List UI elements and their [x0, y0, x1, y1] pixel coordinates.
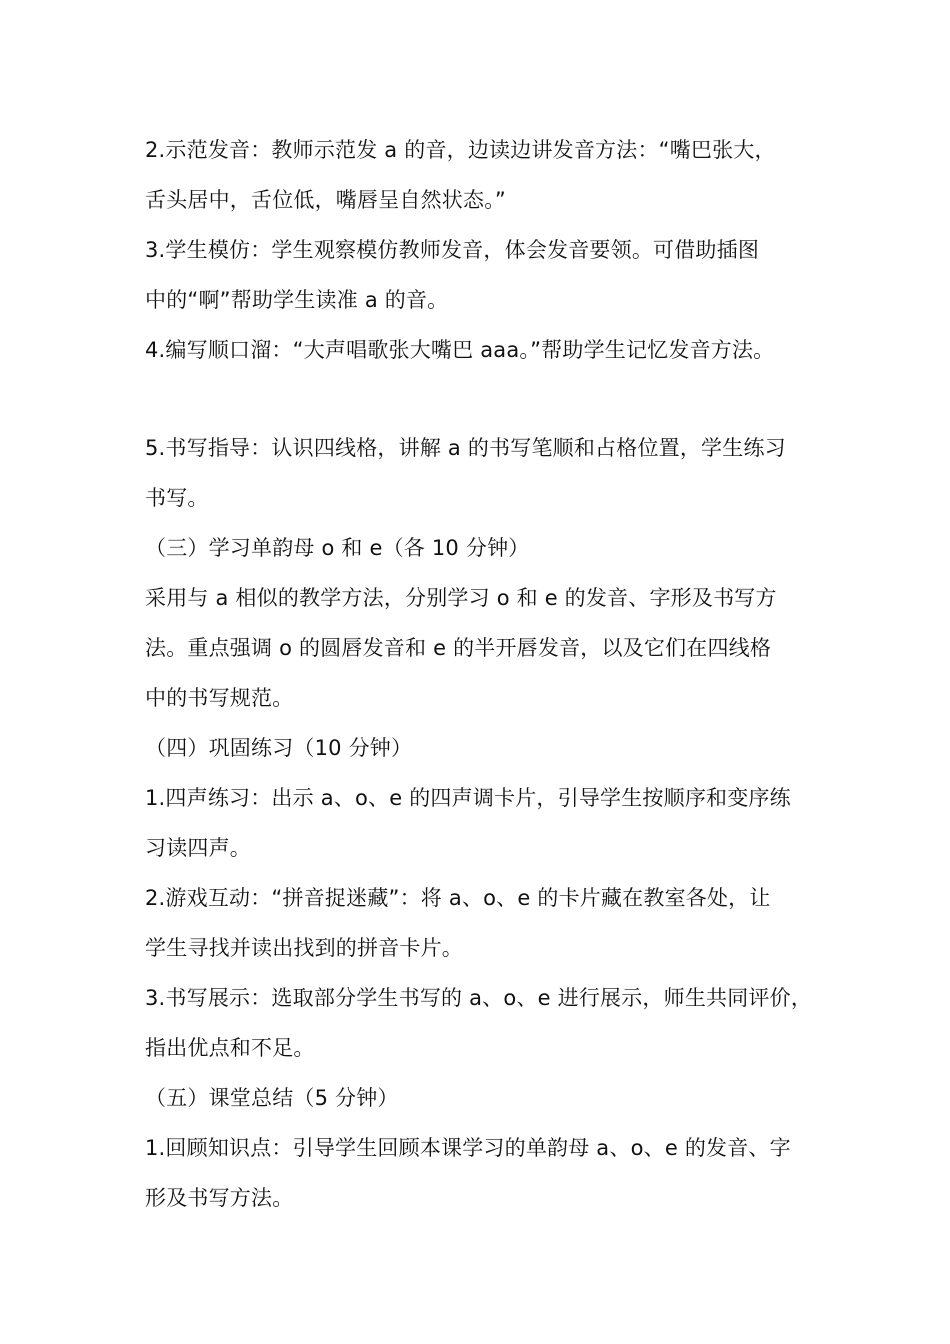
text-line: 中的“啊”帮助学生读准 a 的音。 [145, 288, 449, 312]
section-heading: （三）学习单韵母 o 和 e（各 10 分钟） [145, 536, 530, 560]
text-line: 书写。 [145, 486, 209, 510]
text-line: 学生寻找并读出找到的拼音卡片。 [145, 936, 463, 960]
text-line: 1.回顾知识点：引导学生回顾本课学习的单韵母 a、o、e 的发音、字 [145, 1136, 791, 1160]
text-line: 2.示范发音：教师示范发 a 的音，边读边讲发音方法：“嘴巴张大， [145, 138, 776, 162]
section-heading: （五）课堂总结（5 分钟） [145, 1086, 399, 1110]
text-line: 指出优点和不足。 [145, 1036, 315, 1060]
text-line: 法。重点强调 o 的圆唇发音和 e 的半开唇发音，以及它们在四线格 [145, 636, 772, 660]
text-line: 5.书写指导：认识四线格，讲解 a 的书写笔顺和占格位置，学生练习 [145, 436, 786, 460]
text-line: 4.编写顺口溜：“大声唱歌张大嘴巴 aaa。”帮助学生记忆发音方法。 [145, 338, 775, 362]
text-line: 2.游戏互动：“拼音捉迷藏”：将 a、o、e 的卡片藏在教室各处，让 [145, 886, 771, 910]
text-line: 中的书写规范。 [145, 686, 294, 710]
text-line: 1.四声练习：出示 a、o、e 的四声调卡片，引导学生按顺序和变序练 [145, 786, 791, 810]
text-line: 3.书写展示：选取部分学生书写的 a、o、e 进行展示，师生共同评价， [145, 986, 813, 1010]
text-line: 舌头居中，舌位低，嘴唇呈自然状态。” [145, 188, 506, 212]
section-heading: （四）巩固练习（10 分钟） [145, 736, 413, 760]
text-line: 形及书写方法。 [145, 1186, 294, 1210]
text-line: 习读四声。 [145, 836, 251, 860]
text-line: 采用与 a 相似的教学方法，分别学习 o 和 e 的发音、字形及书写方 [145, 586, 777, 610]
text-line: 3.学生模仿：学生观察模仿教师发音，体会发音要领。可借助插图 [145, 238, 760, 262]
